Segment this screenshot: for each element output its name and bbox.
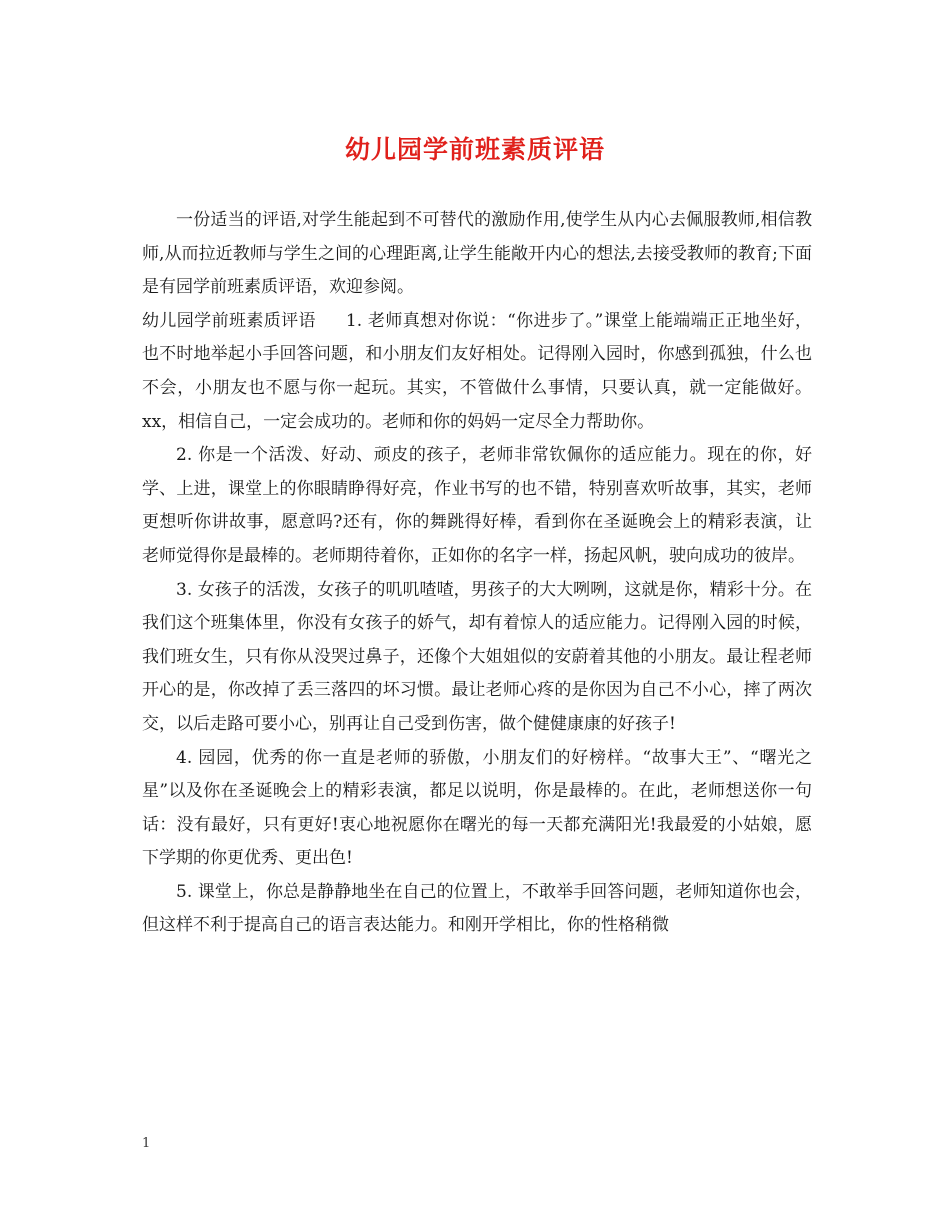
document-title: 幼儿园学前班素质评语 bbox=[344, 135, 605, 164]
page-number: 1 bbox=[142, 1136, 151, 1151]
comment-item-2: 2. 你是一个活泼、好动、顽皮的孩子，老师非常钦佩你的适应能力。现在的你，好学、上进，课堂上的你眼睛睁得好亮，作业书写的也不错，特别喜欢听故事，其实，老师更想听你讲故事，愿意吗?还有，你的舞跳得好棒，看到你在圣诞晚会上的精彩表演，让老师觉得你是最棒的。老师期待着你，正如你的名字一样，扬起风帆，驶向成功的彼岸。 bbox=[142, 445, 812, 566]
comment-item-3: 3. 女孩子的活泼，女孩子的叽叽喳喳，男孩子的大大咧咧，这就是你，精彩十分。在我们这个班集体里，你没有女孩子的娇气，却有着惊人的适应能力。记得刚入园的时候，我们班女生，只有你从没哭过鼻子，还像个大姐姐似的安蔚着其他的小朋友。最让程老师开心的是，你改掉了丢三落四的坏习惯。最让老师心疼的是你因为自己不小心，摔了两次交，以后走路可要小心，别再让自己受到伤害，做个健健康康的好孩子! bbox=[142, 579, 812, 734]
intro-paragraph: 一份适当的评语,对学生能起到不可替代的激励作用,使学生从内心去佩服教师,相信教师,从而拉近教师与学生之间的心理距离,让学生能敞开内心的想法,去接受教师的教育;下面是有园学前班素质评语，欢迎参阅。 bbox=[142, 210, 812, 298]
comment-item-1: 1. 老师真想对你说：“你进步了。”课堂上能端端正正地坐好，也不时地举起小手回答问题，和小朋友们友好相处。记得刚入园时，你感到孤独，什么也不会，小朋友也不愿与你一起玩。其实，不管做什么事情，只要认真，就一定能做好。xx，相信自己，一定会成功的。老师和你的妈妈一定尽全力帮助你。 bbox=[142, 310, 812, 432]
comment-item-5: 5. 课堂上，你总是静静地坐在自己的位置上，不敢举手回答问题，老师知道你也会，但这样不利于提高自己的语言表达能力。和刚开学相比，你的性格稍微 bbox=[142, 881, 812, 936]
comment-item-4: 4. 园园，优秀的你一直是老师的骄傲，小朋友们的好榜样。“故事大王”、“曙光之星”以及你在圣诞晚会上的精彩表演，都足以说明，你是最棒的。在此，老师想送你一句话：没有最好，只有更好!衷心地祝愿你在曙光的每一天都充满阳光!我最爱的小姑娘，愿下学期的你更优秀、更出色! bbox=[142, 747, 812, 869]
section-paragraph bbox=[142, 305, 812, 439]
document-body bbox=[142, 204, 812, 943]
section-heading: 幼儿园学前班素质评语 bbox=[142, 310, 316, 331]
